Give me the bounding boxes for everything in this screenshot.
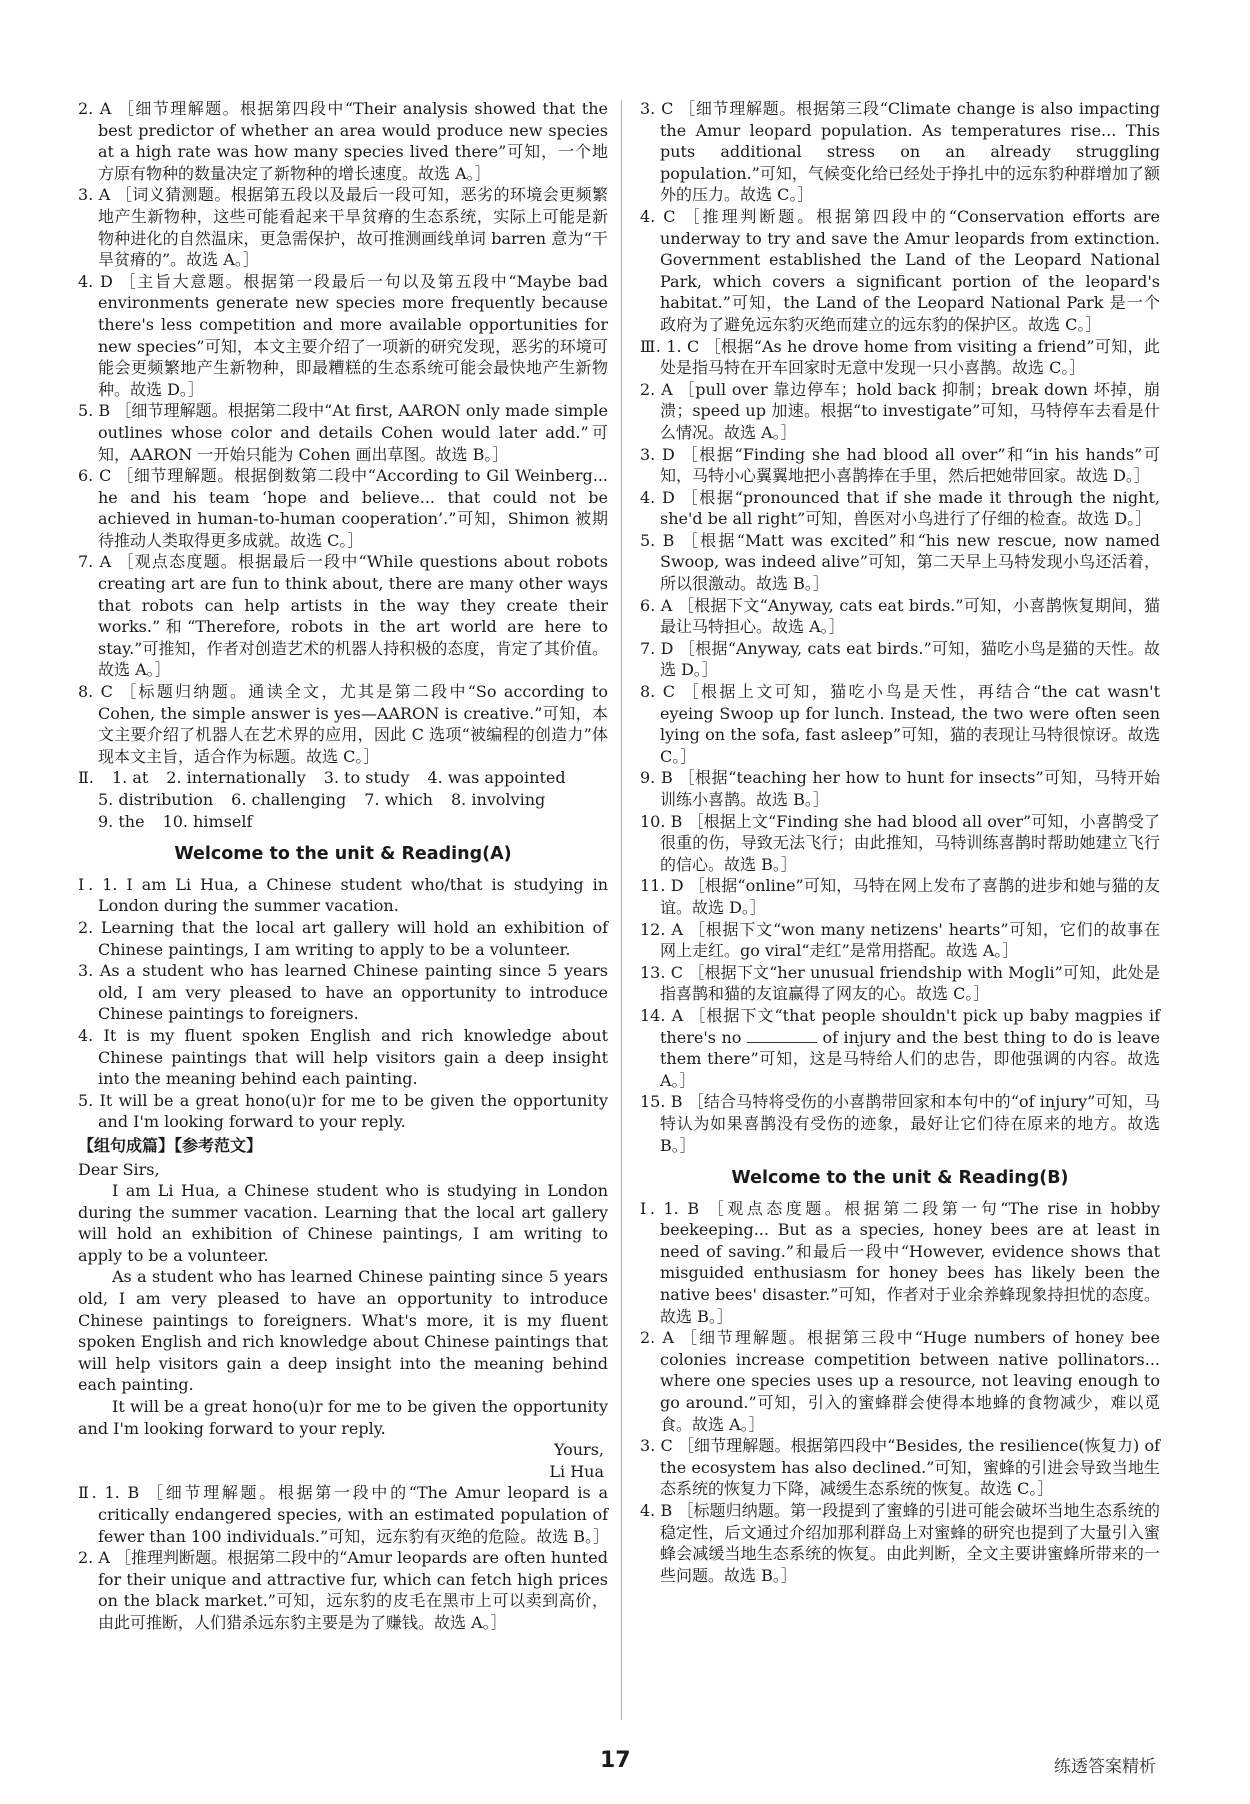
section-title-reading-a: Welcome to the unit & Reading(A) bbox=[174, 844, 512, 865]
answer-item: 3. A ［词义猜测题。根据第五段以及最后一段可知，恶劣的环境会更频繁地产生新物种，这些可能看起来干旱贫瘠的生态系统，实际上可能是新物种进化的自然温床，更急需保护，故可推测画线单词 barren 意为“干旱贫瘠的”。故选 A。］ bbox=[78, 185, 608, 270]
answer-item: Ⅱ. 1. B ［细节理解题。根据第一段中的“The Amur leopard is a critically endangered species, with an estimated population of fewer than 100 individuals.”可知，远东豹有灭绝的危险。故选 B。］ bbox=[78, 1483, 610, 1546]
answer-item: 6. C ［细节理解题。根据倒数第二段中“According to Gil Weinberg... he and his team ‘hope and believe... that could not be achieved in human-to-human cooperation’.”可知，Shimon 被期待推动人类取得更多成就。故选 C。］ bbox=[78, 466, 608, 550]
answer-word: 7. which bbox=[364, 790, 433, 809]
answer-item: 4. C ［推理判断题。根据第四段中的“Conservation efforts are underway to try and save the Amur leopards from extinction. Government established the Land of the Leopard National Park, which covers a significant portion of the leopard's habitat.”可知，the Land of the Leopard National Park 是一个政府为了避免远东豹灭绝而建立的远东豹的保护区。故选 C。］ bbox=[640, 206, 1160, 334]
essay-heading: 【组句成篇】【参考范文】 bbox=[78, 1135, 263, 1155]
answer-item: 12. A ［根据下文“won many netizens' hearts”可知，它们的故事在网上走红。go viral“走红”是常用搭配。故选 A。］ bbox=[640, 919, 1160, 961]
letter-signature: Li Hua bbox=[549, 1461, 604, 1481]
answer-item: 3. D ［根据“Finding she had blood all over”和“in his hands”可知，马特小心翼翼地把小喜鹊捧在手里，然后把她带回家。故选 D。］ bbox=[640, 444, 1160, 486]
answer-item: 4. B ［标题归纳题。第一段提到了蜜蜂的引进可能会破坏当地生态系统的稳定性，后文通过介绍加那利群岛上对蜜蜂的研究也提到了大量引入蜜蜂会减缓当地生态系统的恢复。由此判断，全文主要讲蜜蜂所带来的一些问题。故选 B。］ bbox=[640, 1501, 1160, 1585]
answer-item: Ⅰ. 1. B ［观点态度题。根据第二段第一句“The rise in hobby beekeeping... But as a species, honey bees are at least in need of saving.”和最后一段中“However, evidence shows that misguided enthusiasm for honey bees has likely been the native bees' disaster.”可知，作者对于业余养蜂现象持担忧的态度。故选 B。］ bbox=[640, 1198, 1160, 1326]
column-divider bbox=[621, 100, 622, 1720]
answer-item: 3. C ［细节理解题。根据第四段中“Besides, the resilience(恢复力) of the ecosystem has also declined.”可知，蜜蜂的引进会导致当地生态系统的恢复力下降，减缓生态系统的恢复。故选 C。］ bbox=[640, 1436, 1160, 1499]
section-title-reading-b: Welcome to the unit & Reading(B) bbox=[731, 1168, 1069, 1189]
answer-item-14 bbox=[640, 1005, 1160, 1091]
answer-item: 3. C ［细节理解题。根据第三段“Climate change is also impacting the Amur leopard population. As temperatures rise... This puts additional stress on an already struggling population.”可知，气候变化给已经处于挣扎中的远东豹种群增加了额外的压力。故选 C。］ bbox=[640, 99, 1160, 205]
answer-item: 8. C ［根据上文可知，猫吃小鸟是天性，再结合“the cat wasn't eyeing Swoop up for lunch. Instead, the two were often seen lying on the sofa, fast asleep”可知，猫的表现让马特很惊讶。故选 C。］ bbox=[640, 682, 1160, 766]
sentence-item: 3. As a student who has learned Chinese painting since 5 years old, I am very pleased to have an opportunity to introduce Chinese paintings to foreigners. bbox=[78, 961, 608, 1024]
sentence-item: 2. Learning that the local art gallery will hold an exhibition of Chinese paintings, I am writing to apply to be a volunteer. bbox=[78, 917, 608, 959]
answer-word: 8. involving bbox=[450, 790, 546, 809]
fill-blank bbox=[747, 1028, 817, 1043]
answer-item: 2. A ［pull over 靠边停车；hold back 抑制；break down 坏掉，崩溃；speed up 加速。根据“to investigate”可知，马特停车去看是什么情况。故选 A。］ bbox=[640, 379, 1160, 442]
letter-paragraph: I am Li Hua, a Chinese student who is studying in London during the summer vacation. Learning that the local art gallery will hold an exhibition of Chinese paintings, I am writing to apply to be a volunteer. bbox=[78, 1181, 608, 1265]
section-2-label: Ⅱ. bbox=[78, 768, 94, 788]
sentence-item: 5. It will be a great hono(u)r for me to be given the opportunity and I'm looking forward to your reply. bbox=[78, 1090, 608, 1132]
answer-item-14-suffix: of injury and the best thing to do is leave them there”可知，这是马特给人们的忠告，即他强调的内容。故选 A。］ bbox=[660, 1027, 1161, 1090]
answer-word: 1. at bbox=[111, 768, 149, 788]
answer-item: 4. D ［根据“pronounced that if she made it through the night, she'd be all right”可知，兽医对小鸟进行了仔细的检查。故选 D。］ bbox=[640, 487, 1160, 529]
answer-item: 2. A ［细节理解题。根据第三段中“Huge numbers of honey bee colonies increase competition between native pollinators... where one species uses up a resource, not leaving enough to go around.”可知，引入的蜜蜂群会使得本地蜂的食物减少，难以觅食。故选 A。］ bbox=[640, 1328, 1160, 1434]
answer-word: 4. was appointed bbox=[427, 768, 566, 788]
answer-item: 7. A ［观点态度题。根据最后一段中“While questions about robots creating art are fun to think about, there are many other ways that robots can help artists in the way they create their works.”和“Therefore, robots in the art world are here to stay.”可推知，作者对创造艺术的机器人持积极的态度，肯定了其价值。故选 A。］ bbox=[78, 552, 608, 680]
answer-word: 9. the bbox=[98, 811, 145, 831]
answer-item: 4. D ［主旨大意题。根据第一段最后一句以及第五段中“Maybe bad environments generate new species more frequently because there's less competition and more available opportunities for new species”可知，本文主要介绍了一项新的研究发现，恶劣的环境可能会更频繁地产生新物种，即最糟糕的生态系统可能会最快地产生新物种。故选 D。］ bbox=[78, 271, 608, 399]
answer-word: 5. distribution bbox=[98, 790, 214, 809]
answer-item: Ⅲ. 1. C ［根据“As he drove home from visiting a friend”可知，此处是指马特在开车回家时无意中发现一只小喜鹊。故选 C。］ bbox=[640, 336, 1160, 378]
answer-item: 8. C ［标题归纳题。通读全文，尤其是第二段中“So according to Cohen, the simple answer is yes—AARON is creative.”可知，本文主要介绍了机器人在艺术界的应用，因此 C 选项“被编程的创造力”体现本文主旨，适合作为标题。故选 C。］ bbox=[78, 682, 608, 766]
answer-item-14-prefix: 14. A ［根据下文“that people shouldn't pick up baby magpies if there's no bbox=[640, 1005, 1160, 1047]
answer-item: 9. B ［根据“teaching her how to hunt for insects”可知，马特开始训练小喜鹊。故选 B。］ bbox=[640, 768, 1160, 809]
letter-closing: Yours, bbox=[553, 1440, 604, 1460]
answer-item: 15. B ［结合马特将受伤的小喜鹊带回家和本句中的“of injury”可知，马特认为如果喜鹊没有受伤的迹象，最好让它们待在原来的地方。故选 B。］ bbox=[640, 1092, 1160, 1155]
sentence-item: 4. It is my fluent spoken English and rich knowledge about Chinese paintings that will help visitors gain a deep insight into the meaning behind each painting. bbox=[78, 1025, 608, 1089]
section-2-answers bbox=[78, 767, 608, 832]
letter-salutation: Dear Sirs, bbox=[78, 1159, 160, 1179]
answer-word: 2. internationally bbox=[166, 768, 306, 788]
answer-item: 6. A ［根据下文“Anyway, cats eat birds.”可知，小喜鹊恢复期间，猫最让马特担心。故选 A。］ bbox=[640, 595, 1160, 637]
answer-item: 13. C ［根据下文“her unusual friendship with Mogli”可知，此处是指喜鹊和猫的友谊赢得了网友的心。故选 C。］ bbox=[640, 962, 1160, 1004]
right-column bbox=[640, 98, 1160, 1586]
answer-word: 3. to study bbox=[323, 768, 410, 788]
answer-word: 6. challenging bbox=[231, 790, 347, 809]
letter-paragraph: It will be a great hono(u)r for me to be given the opportunity and I'm looking forward to your reply. bbox=[78, 1397, 608, 1438]
letter-paragraph: As a student who has learned Chinese painting since 5 years old, I am very pleased to have an opportunity to introduce Chinese paintings to foreigners. What's more, it is my fluent spoken English and rich knowledge about Chinese paintings that will help visitors gain a deep insight into the meaning behind each painting. bbox=[78, 1267, 608, 1395]
answer-item: 11. D ［根据“online”可知，马特在网上发布了喜鹊的进步和她与猫的友谊。故选 D。］ bbox=[640, 876, 1160, 917]
answer-item: 5. B ［细节理解题。根据第二段中“At first, AARON only made simple outlines whose color and details Cohen would later add.”可知，AARON 一开始只能为 Cohen 画出草图。故选 B。］ bbox=[78, 401, 608, 464]
answer-item: 2. A ［推理判断题。根据第二段中的“Amur leopards are often hunted for their unique and attractive fur, which can fetch high prices on the black market.”可知，远东豹的皮毛在黑市上可以卖到高价，由此可推断，人们猎杀远东豹主要是为了赚钱。故选 A。］ bbox=[78, 1548, 608, 1632]
left-column bbox=[78, 98, 608, 1634]
sample-letter bbox=[78, 1159, 608, 1483]
sentence-item: Ⅰ. 1. I am Li Hua, a Chinese student who/that is studying in London during the summer vacation. bbox=[78, 874, 608, 916]
answer-item: 5. B ［根据“Matt was excited”和“his new rescue, now named Swoop, was indeed alive”可知，第二天早上马特发现小鸟还活着，所以很激动。故选 B。］ bbox=[640, 530, 1160, 594]
answer-item: 2. A ［细节理解题。根据第四段中“Their analysis showed that the best predictor of whether an area would produce new species at a high rate was how many species lived there”可知，一个地方原有物种的数量决定了新物种的增长速度。故选 A。］ bbox=[78, 99, 608, 183]
footer-text: 练透答案精析 bbox=[1054, 1757, 1156, 1777]
answer-word: 10. himself bbox=[162, 811, 253, 831]
page-number: 17 bbox=[600, 1748, 631, 1773]
answer-item: 10. B ［根据上文“Finding she had blood all over”可知，小喜鹊受了很重的伤，导致无法飞行；由此推知，马特训练喜鹊时帮助她建立飞行的信心。故选 B。］ bbox=[640, 811, 1160, 874]
answer-item: 7. D ［根据“Anyway, cats eat birds.”可知，猫吃小鸟是猫的天性。故选 D。］ bbox=[640, 638, 1160, 680]
